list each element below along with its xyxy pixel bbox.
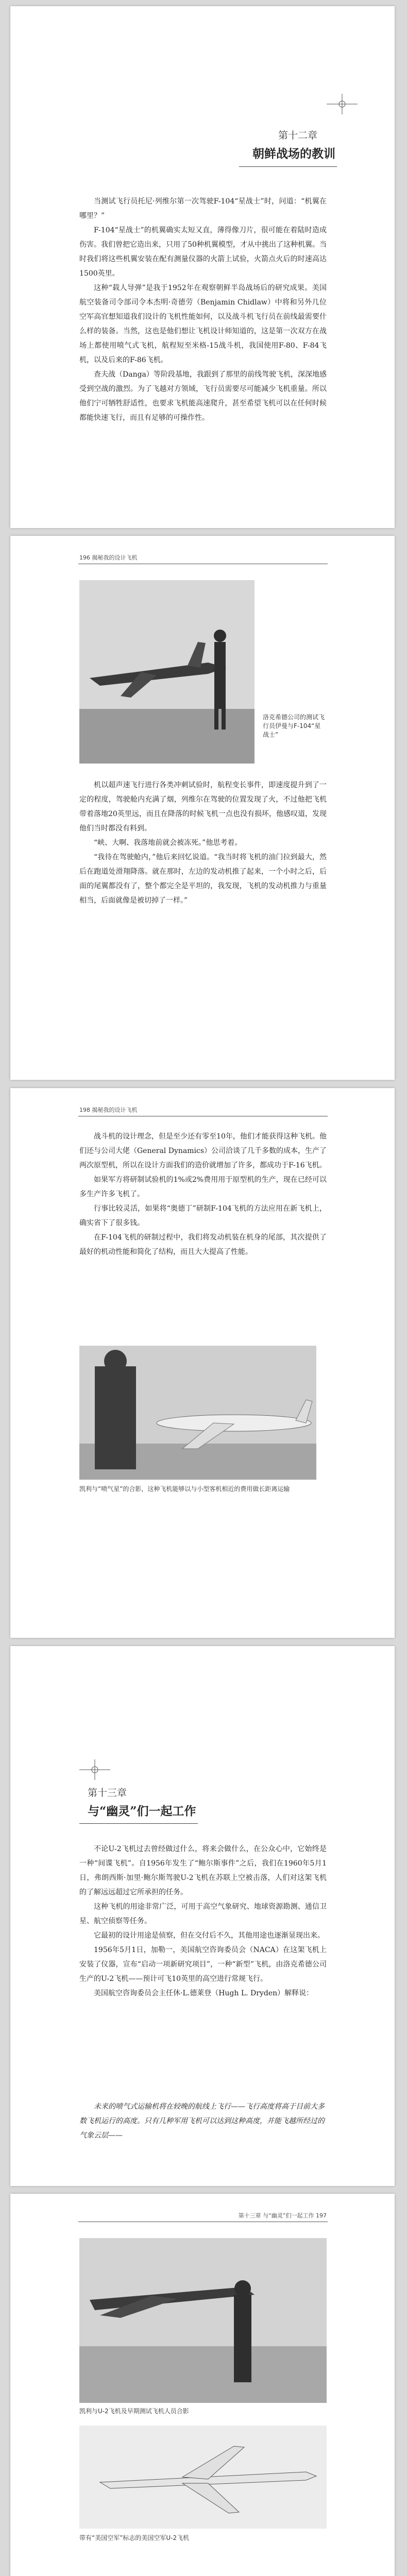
paragraph: “峡、大啊、我落地前就会被冻死。”他思考着。 (94, 839, 242, 847)
quote-text: 未来的喷气式运输机将在较晚的航线上飞行——飞行高度将高于目前大多数飞机运行的高度。只有几种军用飞机可以达到这种高度，并能飞越所经过的气象云层—— (79, 2103, 325, 2140)
paragraph: F-104“星战士”的机翼确实太短又直，薄得像刀片，很可能在着陆时造成伤害。我们曾把它造出来，只用了50种机翼模型，才从中挑出了这种机翼。当时我们将这些机翼安装在配有测量仪器的火箭上试验，火箭点火后的时速高达1500英里。 (79, 226, 327, 278)
paragraph: 战斗机的设计理念，但是至少还有零至10年，他们才能获得这种飞机。他们还与公司大佬（General Dynamics）公司洽谈了几千多数的成本，生产了两次原型机，所以在设计方面我们的造价就增加了许多，都成功于F-16飞机。 (79, 1132, 327, 1170)
title-divider (79, 1823, 198, 1824)
paragraph: 当测试飞行员托尼·列维尔第一次驾驶F-104“星战士”时，问道：“机翼在哪里？” (79, 197, 327, 220)
photo-caption-bottom: 带有“美国空军”标志的美国空军U-2飞机 (79, 2534, 190, 2541)
photo-u2-flight (79, 2426, 327, 2529)
chapter-body (79, 1842, 327, 2001)
chapter-number: 第十二章 (278, 130, 318, 141)
quotation (79, 2099, 327, 2143)
paragraph: “我待在驾驶舱内，”他后来回忆说道。“我当时将飞机的油门拉到最大，然后在跑道处滑翔降落。就在那时，左边的发动机推了起来，一个小时之后，后面的尾翼都没有了，整个都完全是平坦的，我发现，飞机的发动机推力与重量相当，后面就像是被切掉了一样。” (79, 853, 327, 905)
page-body (79, 1129, 327, 1259)
running-header: 198 揭秘我的设计飞机 (79, 1107, 138, 1113)
paragraph: 这种飞机的用途非常广泛，可用于高空气象研究、地球资源勘测、通信卫星、航空侦察等任务。 (79, 1903, 327, 1925)
paragraph: 行事比较灵活，如果将“奥德丁”研制F-104飞机的方法应用在新飞机上，确实省下了很多钱。 (79, 1205, 327, 1227)
photo-jetstar (79, 1346, 316, 1480)
photo-u2-group (79, 2238, 327, 2403)
paragraph: 1956年5月1日，加勒一，美国航空咨询委员会（NACA）在这架飞机上安装了仪器，宣布“启动一项新研究项目”，一种“新型”飞机，由洛克希德公司生产的U-2飞机——预计可飞10英里的高空进行常规飞行。 (79, 1946, 327, 1983)
paragraph: 查夫战（Danga）等阶段基地，我跟到了那里的前线驾驶飞机，深深地感受到空战的激烈。为了飞越对方领域，飞行员需要尽可能减少飞机重量。所以他们宁可牺牲舒适性，也要求飞机能高速爬升，甚至希望飞机可以在任何时候都能快速飞行，而且有足够的可操作性。 (79, 370, 327, 422)
page-4 (10, 1646, 395, 2186)
chapter-number: 第十三章 (88, 1787, 127, 1799)
paragraph: 如果军方将研制试验机的1%或2%费用用于原型机的生产，现在已经可以多生产许多飞机了。 (79, 1176, 327, 1198)
chapter-title: 与“幽灵”们一起工作 (88, 1804, 196, 1818)
running-header: 196 揭秘我的设计飞机 (79, 554, 138, 561)
paragraph: 不论U-2飞机过去曾经做过什么，将来会做什么，在公众心中，它始终是一种“间谍飞机”。自1956年发生了“鲍尔斯事件”之后，我们在1960年5月1日，弗朗西斯·加里·鲍尔斯驾驶U-2飞机在苏联上空被击落，人们对这架飞机的了解远远超过它所承担的任务。 (79, 1845, 327, 1896)
chapter-body (79, 194, 327, 425)
page-3 (10, 1088, 395, 1638)
page-2 (10, 536, 395, 1080)
airplane-icon (327, 93, 358, 115)
paragraph: 这种“载人导弹”是我于1952年在观察朝鲜半岛战场后的研究成果。美国航空装备司令部司令本杰明·奇德劳（Benjamin Chidlaw）中将和另外几位空军高官想知道我们设计的飞机性能如何，以及战斗机飞行员在前线最需要什么样的装备。当然，这也是他们想让飞机设计师知道的，这是第一次双方在战场上都使用喷气式飞机，航程短至米格-15战斗机，我国使用F-80、F-84飞机，以及后来的F-86飞机。 (79, 284, 327, 364)
page-body (79, 778, 327, 908)
photo-caption: 洛克希德公司的测试飞行员伊曼与F-104“星战士” (263, 714, 325, 738)
paragraph: 美国航空咨询委员会主任休·L.德莱登（Hugh L. Dryden）解释说： (94, 1989, 314, 1997)
chapter-title: 朝鲜战场的教训 (252, 147, 335, 161)
page-5 (10, 2194, 395, 2576)
page-1 (10, 6, 395, 528)
photo-caption: 凯利与“喷气星”的合影，这种飞机能够以与小型客机相近的费用做长距离运输 (79, 1485, 290, 1493)
photo-f104-pilot (79, 580, 255, 764)
airplane-icon (79, 1758, 110, 1781)
title-divider (239, 166, 337, 167)
paragraph: 机以超声速飞行进行各类冲刺试验时，航程变长事件，即速度提升到了一定的程度，驾驶舱内充满了烟，列维尔在驾驶的位置发现了火，不过他把飞机带着落地20英里远，而且在降落的时候飞机一点也没有损坏，他感叹道，发现他们当时都没有料到。 (79, 781, 327, 833)
running-header: 第十三章 与“幽灵”们一起工作 197 (238, 2212, 327, 2219)
photo-caption-top: 凯利与U-2飞机及早期测试飞机人员合影 (79, 2408, 189, 2415)
paragraph: 在F-104飞机的研制过程中，我们将发动机装在机身的尾部，其次提供了最好的机动性能和简化了结构，而且大大提高了性能。 (79, 1233, 327, 1256)
paragraph: 它最初的设计用途是侦察，但在交付后不久，其他用途也逐渐显现出来。 (94, 1931, 325, 1940)
